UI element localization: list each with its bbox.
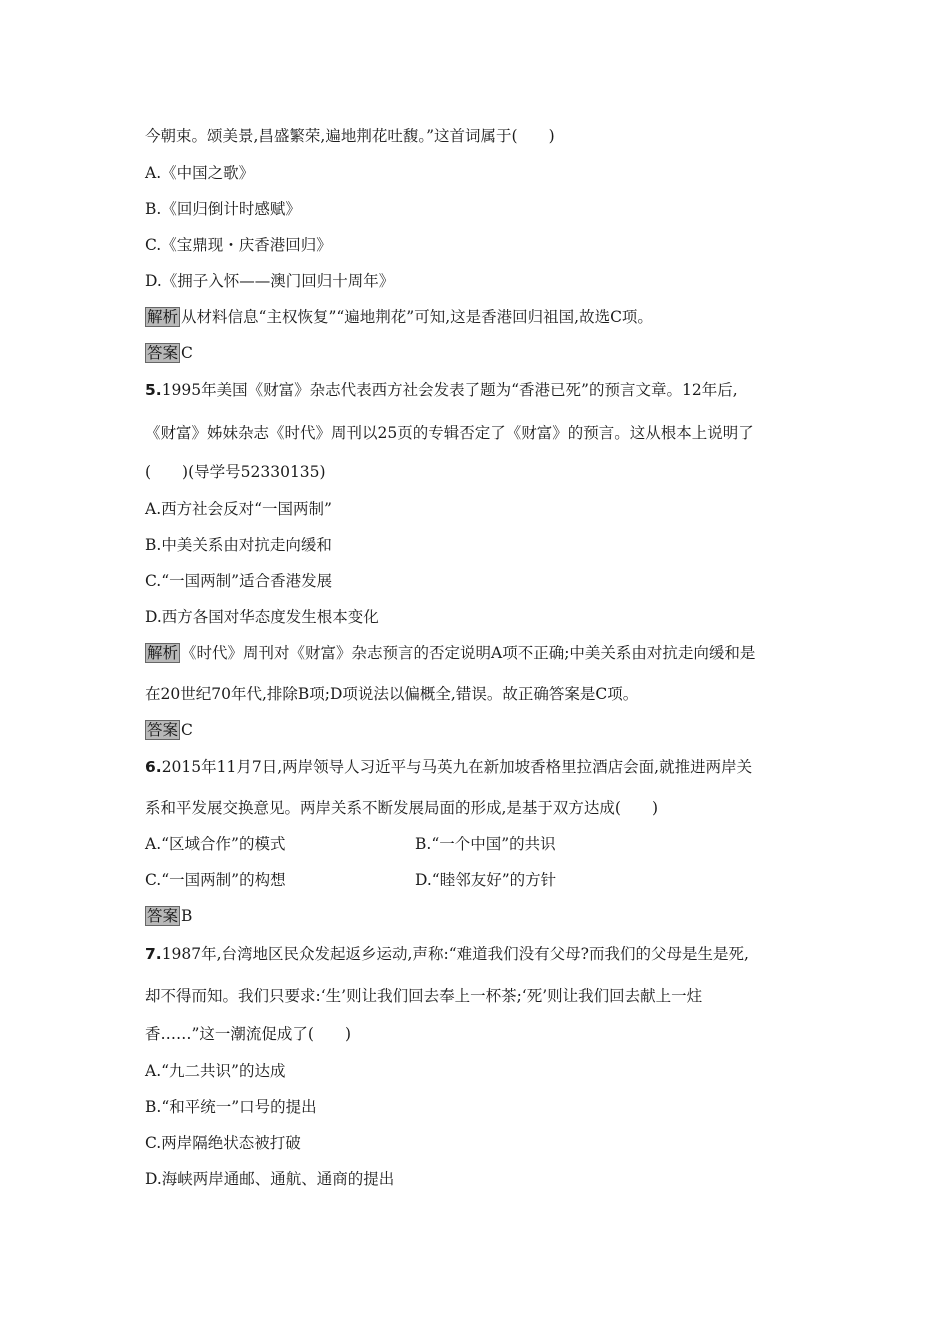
q4-analysis-text: 从材料信息“主权恢复”“遍地荆花”可知,这是香港回归祖国,故选C项。 (181, 308, 653, 326)
q6-option-a: A.“区域合作”的模式 (145, 835, 286, 853)
q4-option-a: A.《中国之歌》 (145, 164, 255, 182)
q7-option-c: C.两岸隔绝状态被打破 (145, 1134, 301, 1152)
q5-option-c: C.“一国两制”适合香港发展 (145, 572, 333, 590)
q7-option-b: B.“和平统一”口号的提出 (145, 1098, 317, 1116)
analysis-label: 解析 (147, 308, 179, 326)
q5-answer (145, 720, 193, 740)
q5-analysis-line-1: 解析 《时代》周刊对《财富》杂志预言的否定说明A项不正确;中美关系由对抗走向缓和是 (147, 644, 756, 662)
q6-answer-value: B (181, 907, 193, 925)
q7-option-a: A.“九二共识”的达成 (145, 1062, 286, 1080)
q6-answer (145, 906, 192, 926)
q5-stem-line-2: 《财富》姊妹杂志《时代》周刊以25页的专辑否定了《财富》的预言。这从根本上说明了 (145, 424, 754, 442)
q6-number: 6. (145, 758, 162, 776)
answer-label: 答案 (147, 344, 179, 362)
q5-analysis-line-2: 在20世纪70年代,排除B项;D项说法以偏概全,错误。故正确答案是C项。 (145, 685, 639, 703)
q6-stem-line-2: 系和平发展交换意见。两岸关系不断发展局面的形成,是基于双方达成( ) (145, 799, 659, 817)
q5-option-d: D.西方各国对华态度发生根本变化 (145, 608, 379, 626)
q7-number: 7. (145, 945, 162, 963)
q7-option-d: D.海峡两岸通邮、通航、通商的提出 (145, 1170, 395, 1188)
analysis-label: 解析 (147, 644, 179, 662)
q6-stem-line-1: 6.2015年11月7日,两岸领导人习近平与马英九在新加坡香格里拉酒店会面,就推进两岸关 (145, 758, 753, 776)
q6-option-d: D.“睦邻友好”的方针 (415, 871, 557, 889)
q4-option-d: D.《拥子入怀——澳门回归十周年》 (145, 272, 395, 290)
q4-option-c: C.《宝鼎现・庆香港回归》 (145, 236, 332, 254)
q4-answer (145, 343, 193, 363)
answer-label: 答案 (147, 721, 179, 739)
q6-option-b: B.“一个中国”的共识 (415, 835, 556, 853)
q5-answer-value: C (181, 721, 193, 739)
q4-option-b: B.《回归倒计时感赋》 (145, 200, 301, 218)
q7-stem-line-2: 却不得而知。我们只要求:‘生’则让我们回去奉上一杯茶;‘死’则让我们回去献上一炷 (145, 987, 703, 1005)
q6-option-c: C.“一国两制”的构想 (145, 871, 286, 889)
answer-label: 答案 (147, 907, 179, 925)
q7-stem-line-1: 7.1987年,台湾地区民众发起返乡运动,声称:“难道我们没有父母?而我们的父母是生是死, (145, 945, 749, 963)
q7-stem-line-3: 香……”这一潮流促成了( ) (145, 1025, 352, 1043)
q5-option-a: A.西方社会反对“一国两制” (145, 500, 332, 518)
q5-number: 5. (145, 381, 162, 399)
q5-option-b: B.中美关系由对抗走向缓和 (145, 536, 332, 554)
q4-analysis (145, 307, 653, 327)
q4-answer-value: C (181, 344, 193, 362)
q5-stem-line-3: ( )(导学号52330135) (145, 463, 326, 481)
q5-stem-line-1: 5.1995年美国《财富》杂志代表西方社会发表了题为“香港已死”的预言文章。12年后, (145, 381, 738, 399)
q4-stem-tail: 今朝束。颂美景,昌盛繁荣,遍地荆花吐馥。”这首词属于( ) (145, 127, 555, 145)
